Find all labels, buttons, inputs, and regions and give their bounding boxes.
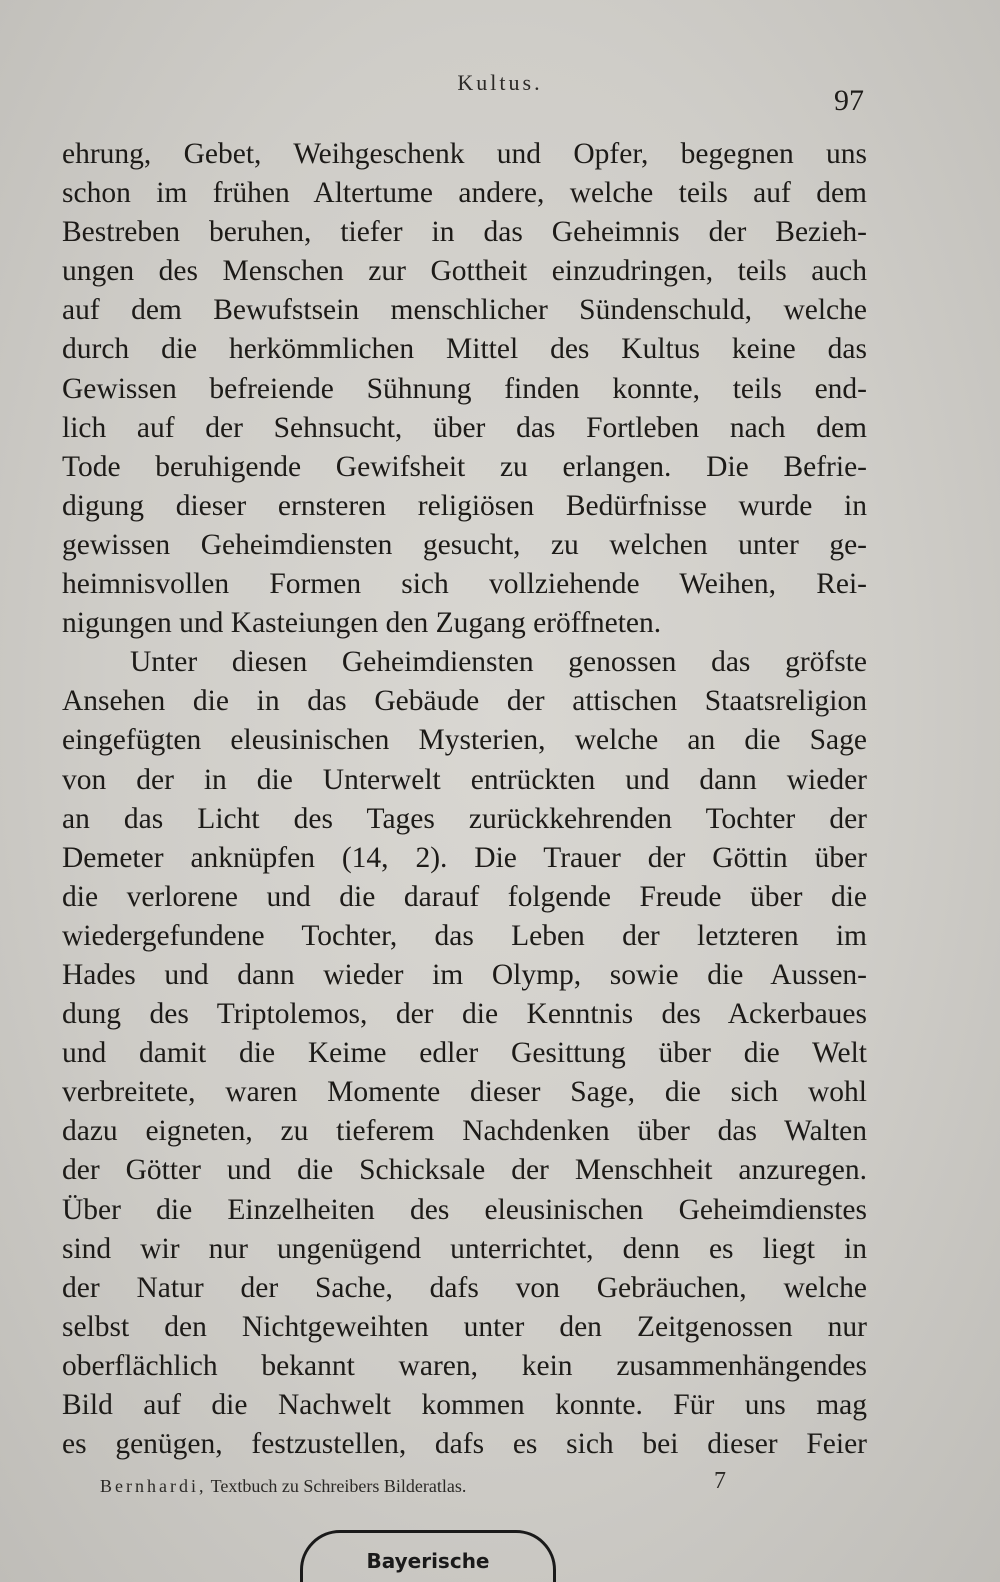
text-line: lich auf der Sehnsucht, über das Fortleben nach dem [62,411,867,444]
text-line: gewissen Geheimdiensten gesucht, zu welchen unter ge- [62,528,867,561]
text-line: Über die Einzelheiten des eleusinischen Geheimdienstes [62,1193,867,1226]
text-line: und damit die Keime edler Gesittung über die Welt [62,1037,867,1070]
footer-title: Textbuch zu Schreibers Bilderatlas. [210,1476,467,1496]
text-line: von der in die Unterwelt entrückten und dann wieder [62,763,867,796]
text-line: auf dem Bewufstsein menschlicher Sündenschuld, welche [62,294,867,327]
text-line: Tode beruhigende Gewifsheit zu erlangen. Die Befrie- [62,450,867,483]
text-line: der Götter und die Schicksale der Menschheit anzuregen. [62,1154,867,1187]
text-line: die verlorene und die darauf folgende Freude über die [62,880,867,913]
text-line: digung dieser ernsteren religiösen Bedürfnisse wurde in [62,489,867,522]
text-line: eingefügten eleusinischen Mysterien, welche an die Sage [62,724,867,757]
stamp-text: Bayerische [366,1549,490,1573]
text-line: schon im frühen Altertume andere, welche teils auf dem [62,177,867,210]
text-line: Bild auf die Nachwelt kommen konnte. Für uns mag [62,1389,867,1421]
signature-mark: 7 [714,1468,726,1494]
text-line: selbst den Nichtgeweihten unter den Zeitgenossen nur [62,1310,867,1343]
paragraph-start-line: Unter diesen Geheimdiensten genossen das gröfste [130,646,867,679]
text-line: es genügen, festzustellen, dafs es sich bei dieser Feier [62,1428,867,1461]
body-text [62,135,867,1464]
text-line: Hades und dann wieder im Olymp, sowie die Aussen- [62,958,867,991]
text-line: dung des Triptolemos, der die Kenntnis des Ackerbaues [62,998,867,1031]
text-line: heimnisvollen Formen sich vollziehende Weihen, Rei- [62,568,867,601]
running-head: Kultus. [457,70,543,95]
page-footer [100,1468,726,1497]
text-line: wiedergefundene Tochter, das Leben der letzteren im [62,919,867,952]
page-number: 97 [834,84,864,117]
library-stamp [300,1530,556,1582]
text-line: dazu eigneten, zu tieferem Nachdenken über das Walten [62,1115,867,1148]
text-line: oberflächlich bekannt waren, kein zusammenhängendes [62,1349,867,1382]
text-line: an das Licht des Tages zurückkehrenden Tochter der [62,802,867,835]
text-line: Bestreben beruhen, tiefer in das Geheimnis der Bezieh- [62,216,867,249]
text-line: nigungen und Kasteiungen den Zugang eröffneten. [62,607,662,640]
text-line: durch die herkömmlichen Mittel des Kultus keine das [62,333,867,366]
text-line: ungen des Menschen zur Gottheit einzudringen, teils auch [62,255,867,288]
footer-author: Bernhardi, [100,1476,207,1496]
text-line: der Natur der Sache, dafs von Gebräuchen, welche [62,1271,867,1304]
text-line: sind wir nur ungenügend unterrichtet, denn es liegt in [62,1232,867,1265]
text-line: Demeter anknüpfen (14, 2). Die Trauer der Göttin über [62,841,867,874]
text-line: Gewissen befreiende Sühnung finden konnte, teils end- [62,372,867,405]
text-line: verbreitete, waren Momente dieser Sage, die sich wohl [62,1076,867,1109]
text-line: ehrung, Gebet, Weihgeschenk und Opfer, begegnen uns [62,138,867,170]
text-line: Ansehen die in das Gebäude der attischen Staatsreligion [62,685,867,718]
